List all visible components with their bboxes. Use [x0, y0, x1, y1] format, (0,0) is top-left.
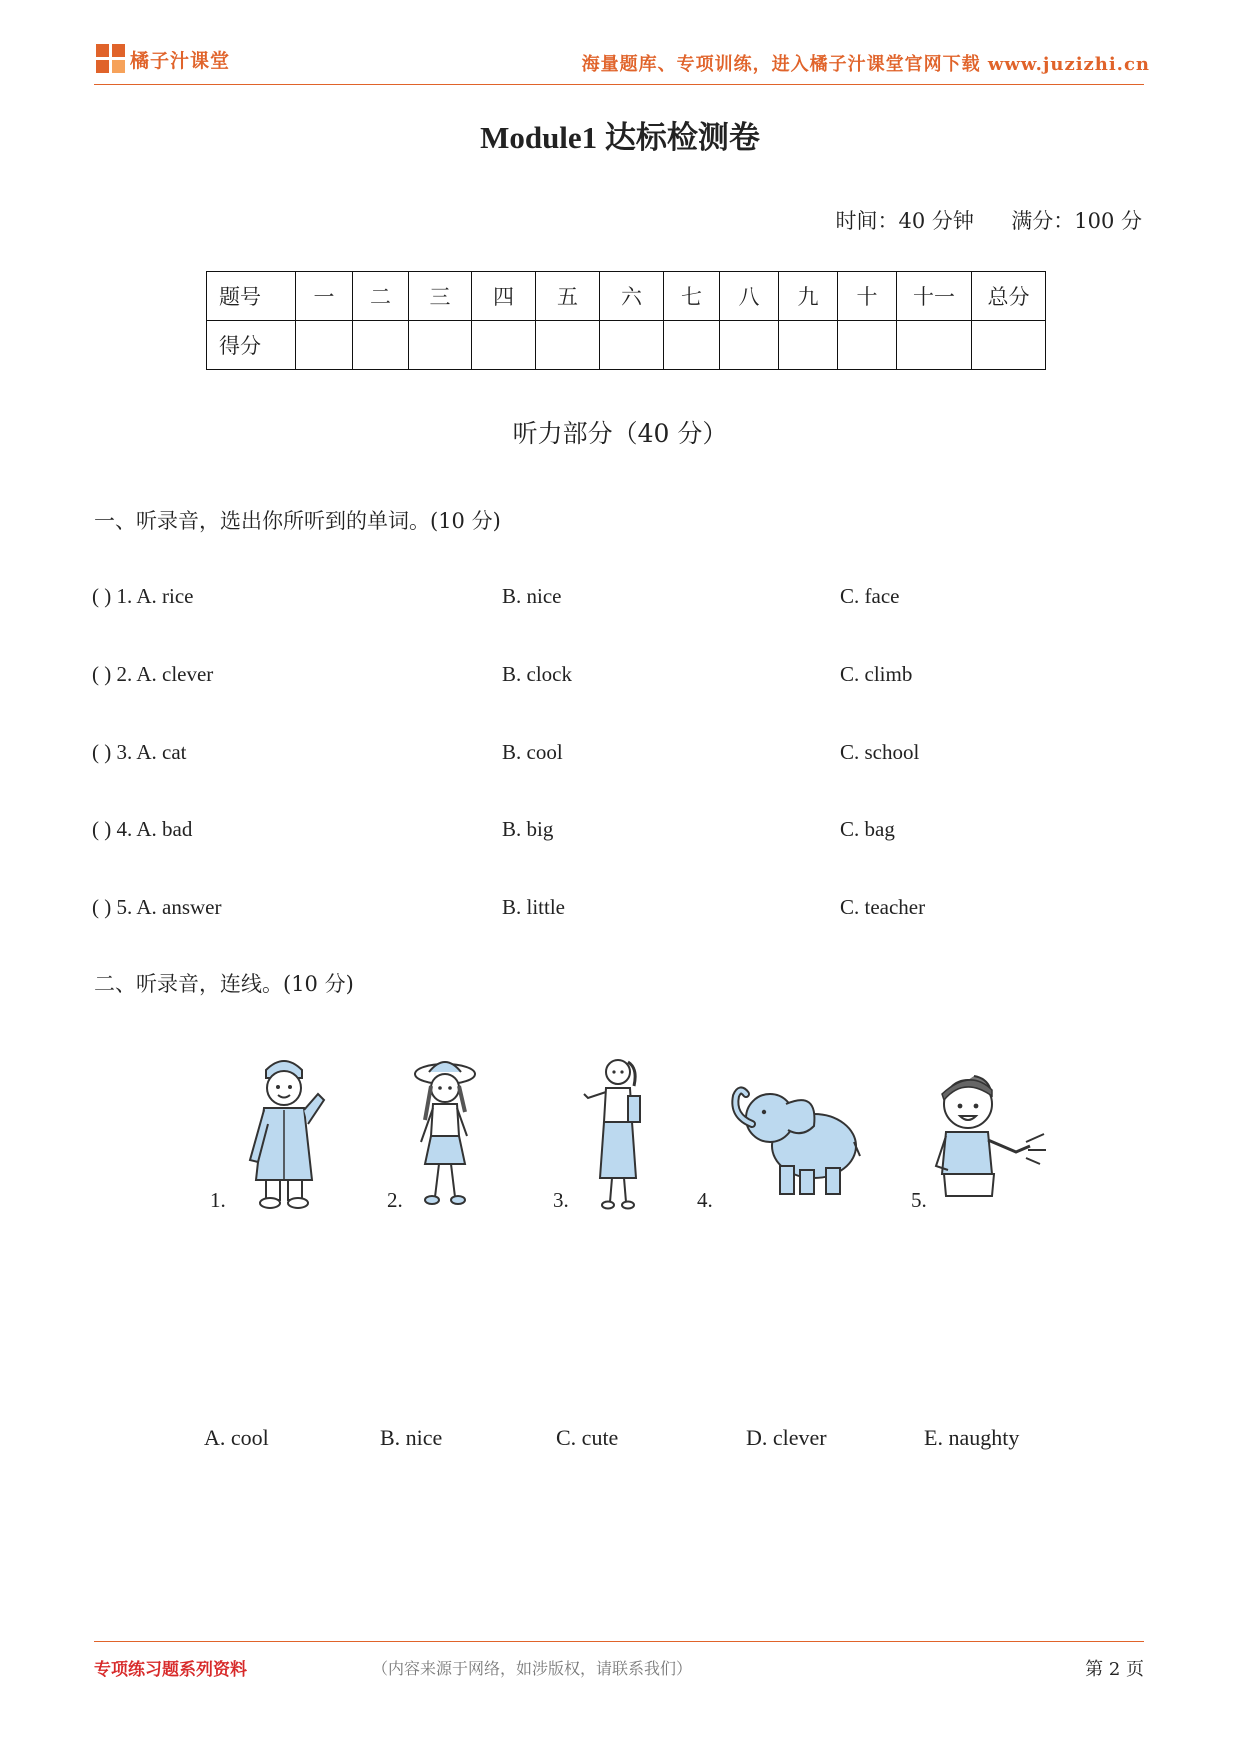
score-header-cell: 三: [409, 272, 472, 321]
score-header-cell: 十: [838, 272, 897, 321]
score-header-cell: 一: [296, 272, 353, 321]
q1-heading: 一、听录音，选出你所听到的单词。(10 分): [94, 509, 501, 533]
score-table: [206, 271, 1046, 370]
score-cell[interactable]: [472, 321, 536, 370]
match-word-d[interactable]: D. clever: [746, 1425, 827, 1450]
picture-label-1: 1.: [210, 1188, 226, 1212]
q1-item-3-option-b[interactable]: B. cool: [502, 740, 563, 764]
q1-item-1-option-b[interactable]: B. nice: [502, 584, 562, 608]
match-word-b[interactable]: B. nice: [380, 1425, 443, 1450]
footer-series-label: 专项练习题系列资料: [94, 1660, 247, 1680]
page-number: 第 2 页: [1085, 1659, 1144, 1680]
score-table-header-row: [207, 272, 1046, 321]
score-cell[interactable]: [838, 321, 897, 370]
score-header-cell: 十一: [897, 272, 972, 321]
score-header-cell: 五: [536, 272, 600, 321]
score-header-cell: 八: [720, 272, 779, 321]
score-cell[interactable]: [536, 321, 600, 370]
score-cell[interactable]: [353, 321, 409, 370]
q1-item-5-option-a[interactable]: ( ) 5. A. answer: [92, 895, 222, 919]
footer-copyright-note: （内容来源于网络，如涉版权，请联系我们）: [372, 1659, 693, 1678]
score-cell[interactable]: [600, 321, 664, 370]
score-header-cell: 四: [472, 272, 536, 321]
score-header-cell: 题号: [207, 272, 296, 321]
score-cell[interactable]: [897, 321, 972, 370]
exam-meta: [835, 205, 1142, 235]
page-title: Module1 达标检测卷: [480, 120, 760, 155]
match-word-a[interactable]: A. cool: [204, 1425, 269, 1450]
q1-item-4-option-b[interactable]: B. big: [502, 817, 554, 841]
picture-label-4: 4.: [697, 1188, 713, 1212]
q1-item-4-option-c[interactable]: C. bag: [840, 817, 895, 841]
score-header-cell: 二: [353, 272, 409, 321]
header-slogan[interactable]: 海量题库、专项训练，进入橘子汁课堂官网下载 www.juzizhi.cn: [581, 54, 1150, 75]
q1-item-3-option-c[interactable]: C. school: [840, 740, 920, 764]
picture-label-5: 5.: [911, 1188, 927, 1212]
listening-section-title: 听力部分（40 分）: [512, 419, 728, 448]
score-header-cell: 七: [664, 272, 720, 321]
q2-heading: 二、听录音，连线。(10 分): [94, 972, 354, 996]
q1-item-5-option-b[interactable]: B. little: [502, 895, 565, 919]
match-word-e[interactable]: E. naughty: [924, 1425, 1020, 1450]
q1-item-1-option-c[interactable]: C. face: [840, 584, 900, 608]
picture-label-3: 3.: [553, 1188, 569, 1212]
footer-divider: [94, 1641, 1144, 1642]
score-cell[interactable]: [720, 321, 779, 370]
exam-full-score: 满分：100 分: [1011, 209, 1142, 233]
score-cell[interactable]: [972, 321, 1046, 370]
q1-item-5-option-c[interactable]: C. teacher: [840, 895, 926, 919]
score-header-cell: 总分: [972, 272, 1046, 321]
score-cell[interactable]: [296, 321, 353, 370]
q1-item-3-option-a[interactable]: ( ) 3. A. cat: [92, 740, 187, 764]
brand-name: 橘子汁课堂: [130, 50, 231, 72]
score-cell[interactable]: [409, 321, 472, 370]
score-row-label: 得分: [207, 321, 296, 370]
q1-item-2-option-a[interactable]: ( ) 2. A. clever: [92, 662, 214, 686]
boy-pointing-icon[interactable]: [930, 1070, 1050, 1208]
picture-label-2: 2.: [387, 1188, 403, 1212]
q1-item-4-option-a[interactable]: ( ) 4. A. bad: [92, 817, 193, 841]
q1-item-2-option-b[interactable]: B. clock: [502, 662, 572, 686]
girl-with-hat-icon[interactable]: [405, 1052, 485, 1212]
elephant-icon[interactable]: [722, 1076, 862, 1206]
girl-in-coat-icon[interactable]: [238, 1050, 330, 1210]
score-cell[interactable]: [664, 321, 720, 370]
exam-time: 时间：40 分钟: [835, 209, 974, 233]
brand-logo-icon: [96, 44, 126, 74]
score-header-cell: 九: [779, 272, 838, 321]
header-divider: [94, 84, 1144, 85]
q1-item-1-option-a[interactable]: ( ) 1. A. rice: [92, 584, 194, 608]
score-cell[interactable]: [779, 321, 838, 370]
score-table-score-row: [207, 321, 1046, 370]
match-word-c[interactable]: C. cute: [556, 1425, 619, 1450]
woman-teacher-icon[interactable]: [578, 1052, 656, 1216]
q1-item-2-option-c[interactable]: C. climb: [840, 662, 913, 686]
score-header-cell: 六: [600, 272, 664, 321]
